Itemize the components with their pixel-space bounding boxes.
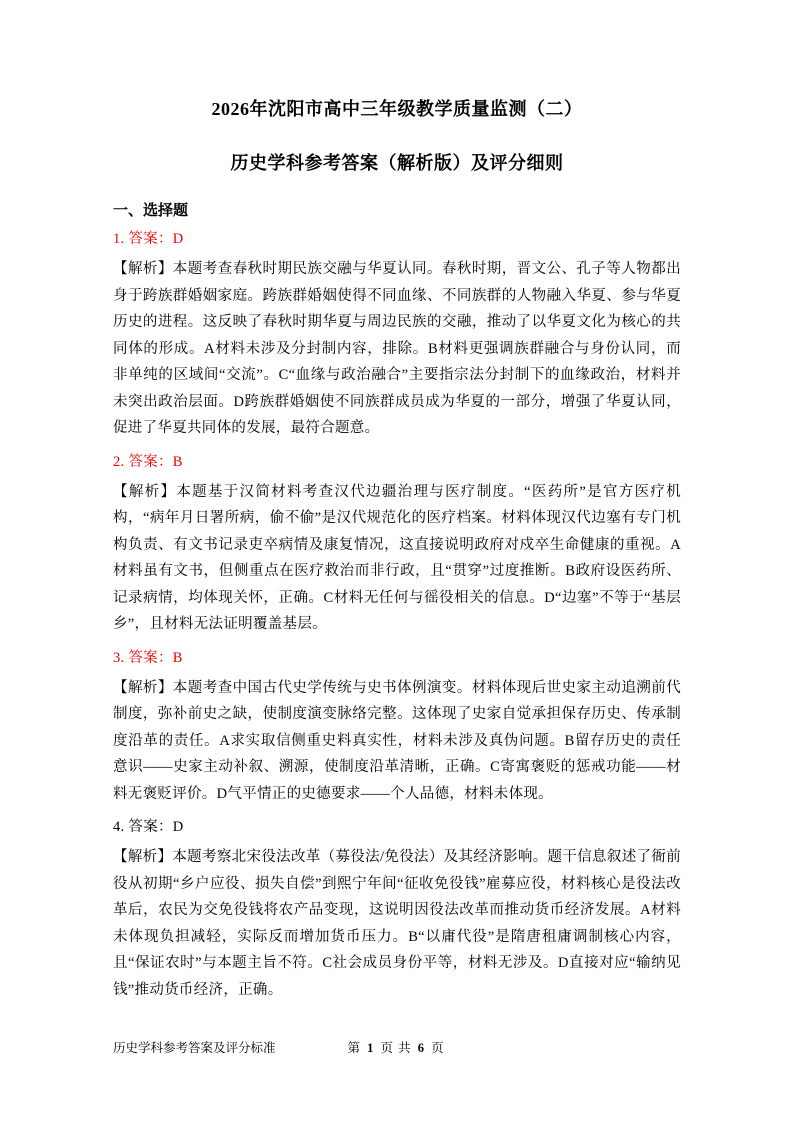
question-block-2 xyxy=(113,452,681,638)
footer-page-info xyxy=(348,1038,445,1056)
question-3-answer: 3. 答案：B xyxy=(113,649,183,666)
page-footer xyxy=(113,1038,681,1056)
section-heading-choice-questions: 一、选择题 xyxy=(113,203,189,219)
question-2-answer: 2. 答案：B xyxy=(113,453,183,470)
question-4-analysis: 【解析】本题考察北宋役法改革（募役法/免役法）及其经济影响。题干信息叙述了衙前役从初期“乡户应役、损失自偿”到熙宁年间“征收免役钱”雇募应役，材料核心是役法改革后，农民为交免役钱将农产品变现，这说明因役法改革而推动货币经济发展。A材料未体现负担减轻，实际反而增加货币压力。B“以庸代役”是隋唐租庸调制核心内容，且“保证农时”与本题主旨不符。C社会成员身份平等，材料无涉及。D直接对应“输纳见钱”推动货币经济，正确。 xyxy=(113,849,681,998)
question-block-4 xyxy=(113,817,681,1003)
question-block-3 xyxy=(113,648,681,808)
question-block-1 xyxy=(113,229,681,442)
footer-page-prefix: 第 xyxy=(347,1041,362,1055)
footer-document-label: 历史学科参考答案及评分标准 xyxy=(113,1041,276,1055)
question-3-analysis: 【解析】本题考查中国古代史学传统与史书体例演变。材料体现后世史家主动追溯前代制度，弥补前史之缺，使制度演变脉络完整。这体现了史家自觉承担保存历史、传承制度沿革的责任。A求实取信侧重史料真实性，材料未涉及真伪问题。B留存历史的责任意识——史家主动补叙、溯源，使制度沿革清晰，正确。C寄寓褒贬的惩戒功能——材料无褒贬评价。D气平情正的史德要求——个人品德，材料未体现。 xyxy=(113,679,681,802)
question-1-answer: 1. 答案：D xyxy=(113,231,184,247)
question-1-analysis: 【解析】本题考查春秋时期民族交融与华夏认同。春秋时期，晋文公、孔子等人物都出身于跨族群婚姻家庭。跨族群婚姻使得不同血缘、不同族群的人物融入华夏、参与华夏历史的进程。这反映了春秋时期华夏与周边民族的交融，推动了以华夏文化为核心的共同体的形成。A材料未涉及分封制内容，排除。B材料更强调族群融合与身份认同，而非单纯的区域间“交流”。C“血缘与政治融合”主要指宗法分封制下的血缘政治，材料并未突出政治层面。D跨族群婚姻使不同族群成员成为华夏的一部分，增强了华夏认同，促进了华夏共同体的发展，最符合题意。 xyxy=(113,261,681,436)
footer-current-page-number: 1 xyxy=(367,1041,375,1055)
footer-total-pages-number: 6 xyxy=(417,1041,426,1055)
footer-page-middle: 页 共 xyxy=(380,1041,412,1055)
document-title-line-1: 2026年沈阳市高中三年级教学质量监测（二） xyxy=(211,99,583,119)
question-4-answer: 4. 答案：D xyxy=(113,819,184,835)
question-2-analysis: 【解析】本题基于汉简材料考查汉代边疆治理与医疗制度。“医药所”是官方医疗机构，“病年月日署所病，偷不偷”是汉代规范化的医疗档案。材料体现汉代边塞有专门机构负责、有文书记录吏卒病情及康复情况，这直接说明政府对戍卒生命健康的重视。A材料虽有文书，但侧重点在医疗救治而非行政，且“贯穿”过度推断。B政府设医药所、记录病情，均体现关怀，正确。C材料无任何与徭役相关的信息。D“边塞”不等于“基层乡”，且材料无法证明覆盖基层。 xyxy=(113,483,681,632)
document-title-line-2: 历史学科参考答案（解析版）及评分细则 xyxy=(230,153,564,173)
footer-page-suffix: 页 xyxy=(431,1041,445,1055)
